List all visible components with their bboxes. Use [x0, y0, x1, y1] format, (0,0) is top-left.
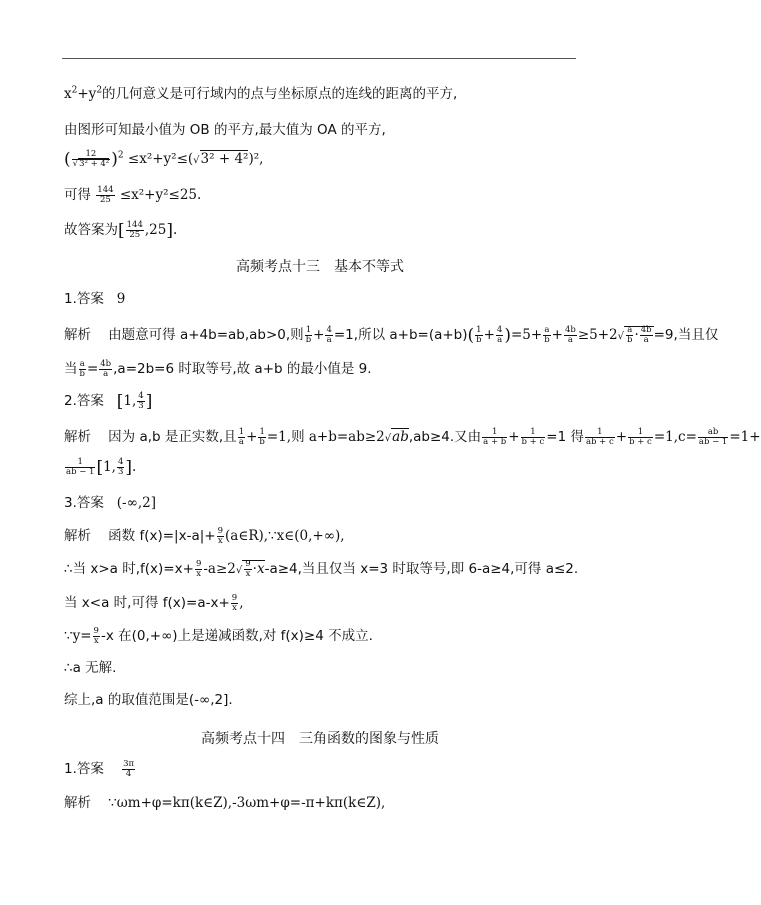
solution-1-line-1: 解析 由题意可得 a+4b=ab,ab>0,则 $\frac{1}{b}$ + $\frac{4}{a}$ =1,所以 a+b=(a+b)( $\frac{1}{b}$ + $\frac{4}{a}$ )=5+ $\frac{a}{b}$ + $\frac{4b}{a}$ ≥5+2√ $\frac{a}{b}$ · $\frac{4b}{a}$ =9,当且仅	[64, 325, 719, 346]
answer-1: 1.答案 9	[64, 291, 126, 307]
inequality-line: ( $\frac{12}{\text{√3² + 4²}}$ )$^2$ ≤x²+y²≤(√3² + 4²)²,	[64, 149, 264, 170]
text-line-answer-interval: 故答案为[ $\frac{144}{25}$ ,25].	[64, 220, 178, 241]
section-title-14: 高频考点十四 三角函数的图象与性质	[201, 731, 439, 747]
solution-1-line-2: 当 $\frac{a}{b}$ = $\frac{4b}{a}$ ,a=2b=6 时取等号,故 a+b 的最小值是 9.	[64, 359, 372, 379]
answer-3: 3.答案 (-∞,2]	[64, 495, 156, 511]
solution-3-line-5: ∴a 无解.	[64, 660, 117, 676]
solution-3-line-6: 综上,a 的取值范围是(-∞,2].	[64, 692, 233, 708]
solution-3-line-1: 解析 函数 f(x)=|x-a|+ $\frac{9}{x}$ (a∈R),∵x∈(0,+∞),	[64, 526, 345, 546]
header-rule	[62, 58, 576, 59]
solution-14-1-line-1: 解析 ∵ωm+φ=kπ(k∈Z),-3ωm+φ=-π+kπ(k∈Z),	[64, 795, 386, 811]
text-line-result-range: 可得 $\frac{144}{25}$ ≤x²+y²≤25.	[64, 185, 202, 205]
solution-3-line-2: ∴当 x>a 时,f(x)=x+ $\frac{9}{x}$ -a≥2√ $\frac{9}{x}$ ·x-a≥4,当且仅当 x=3 时取等号,即 6-a≥4,可得 a≤2.	[64, 559, 579, 579]
solution-3-line-3: 当 x<a 时,可得 f(x)=a-x+ $\frac{9}{x}$ ,	[64, 593, 244, 613]
solution-2-line-1: 解析 因为 a,b 是正实数,且 $\frac{1}{a}$ + $\frac{1}{b}$ =1,则 a+b=ab≥2√ab,ab≥4.又由 $\frac{1}{a + b}$ + $\frac{1}{b + c}$ =1 得 $\frac{1}{ab + c}$ + $\frac{1}{b + c}$ =1,c= $\frac{ab}{ab - 1}$ =1+	[64, 427, 761, 447]
fraction-12-over-root: $\frac{12}{\text{√3² + 4²}}$	[72, 149, 110, 169]
section-title-13: 高频考点十三 基本不等式	[236, 259, 404, 275]
answer-14-1: 1.答案 $\frac{3\pi}{4}$	[64, 759, 135, 779]
answer-2: 2.答案 [1, $\frac{4}{3}$ ]	[64, 391, 153, 412]
text-line-min-max: 由图形可知最小值为 OB 的平方,最大值为 OA 的平方,	[64, 122, 386, 138]
solution-2-line-2: $\frac{1}{ab - 1}$ [1, $\frac{4}{3}$ ].	[66, 457, 137, 478]
text-line-geometric-meaning: $x^2+y^2$的几何意义是可行域内的点与坐标原点的连线的距离的平方,	[64, 85, 458, 102]
solution-3-line-4: ∵y= $\frac{9}{x}$ -x 在(0,+∞)上是递减函数,对 f(x)≥4 不成立.	[64, 626, 373, 646]
